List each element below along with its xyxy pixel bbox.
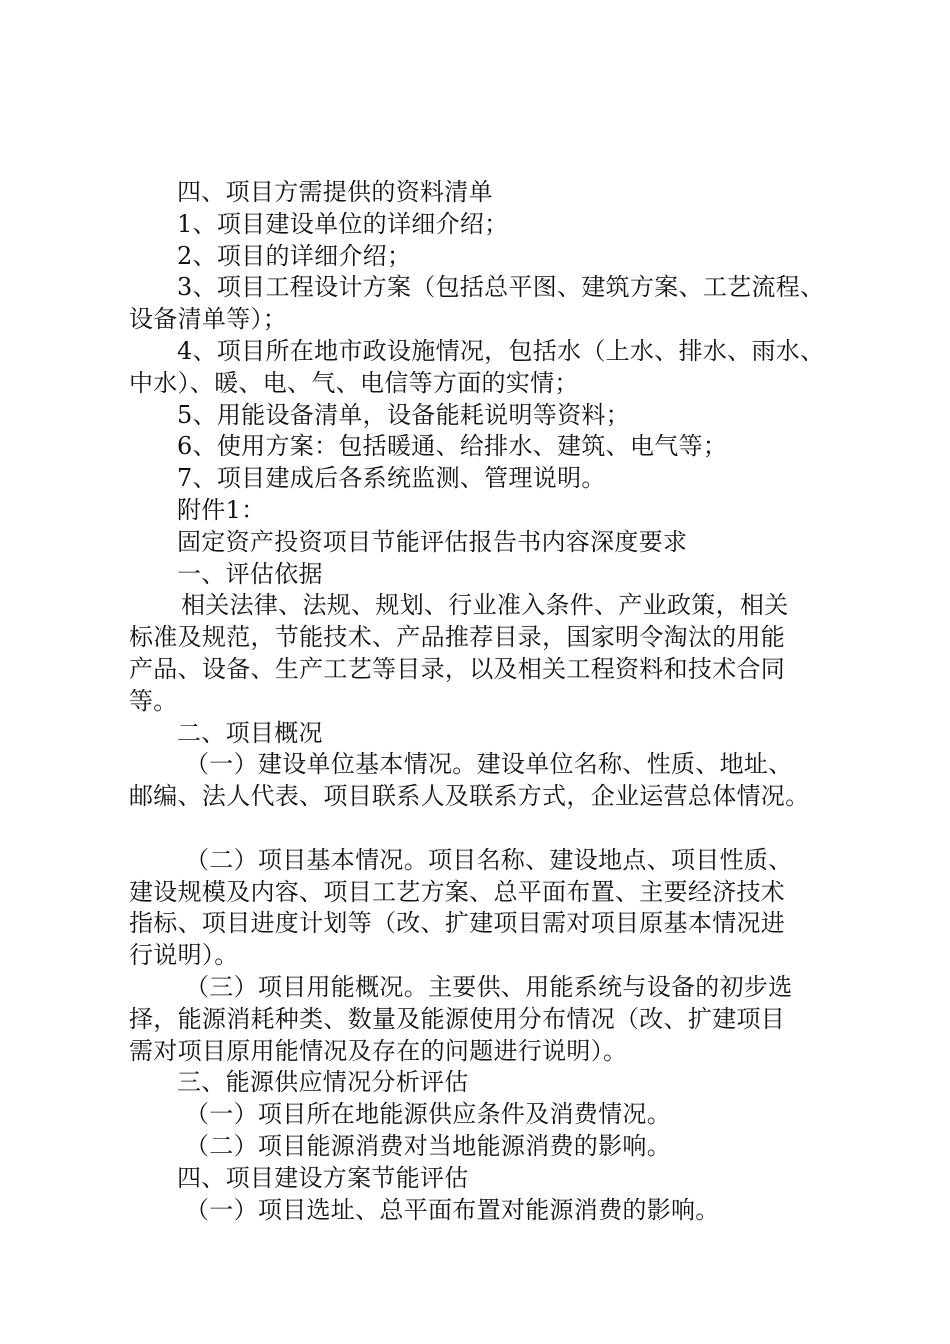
list-item: 6、使用方案：包括暖通、给排水、建筑、电气等； bbox=[177, 432, 728, 461]
list-item-continuation: 中水）、暖、电、气、电信等方面的实情； bbox=[129, 368, 579, 397]
paragraph-line: （二）项目基本情况。项目名称、建设地点、项目性质、 bbox=[185, 845, 793, 874]
list-item: 5、用能设备清单，设备能耗说明等资料； bbox=[177, 400, 630, 429]
subsection-item: （一）项目所在地能源供应条件及消费情况。 bbox=[185, 1100, 671, 1129]
paragraph-line: 需对项目原用能情况及存在的问题进行说明）。 bbox=[129, 1036, 628, 1065]
list-item: 7、项目建成后各系统监测、管理说明。 bbox=[177, 464, 606, 493]
subsection-item: （二）项目能源消费对当地能源消费的影响。 bbox=[185, 1131, 671, 1160]
paragraph-line: （一）建设单位基本情况。建设单位名称、性质、地址、 bbox=[185, 750, 793, 779]
list-item: 2、项目的详细介绍； bbox=[177, 241, 412, 270]
paragraph-line: 行说明）。 bbox=[129, 941, 239, 970]
paragraph-line: 指标、项目进度计划等（改、扩建项目需对项目原基本情况进 bbox=[129, 909, 786, 938]
paragraph-line: 等。 bbox=[129, 686, 178, 715]
list-item: 3、项目工程设计方案（包括总平图、建筑方案、工艺流程、 bbox=[177, 273, 825, 302]
paragraph-line: 建设规模及内容、项目工艺方案、总平面布置、主要经济技术 bbox=[129, 877, 786, 906]
attachment-title: 固定资产投资项目节能评估报告书内容深度要求 bbox=[177, 527, 688, 556]
list-item: 1、项目建设单位的详细介绍； bbox=[177, 209, 509, 238]
subsection-item: （一）项目选址、总平面布置对能源消费的影响。 bbox=[185, 1195, 720, 1224]
paragraph-line: 标准及规范，节能技术、产品推荐目录，国家明令淘汰的用能 bbox=[129, 623, 786, 652]
paragraph-line: 邮编、法人代表、项目联系人及联系方式，企业运营总体情况。 bbox=[129, 782, 810, 811]
list-item-continuation: 设备清单等）； bbox=[129, 305, 288, 334]
section-heading: 二、项目概况 bbox=[177, 718, 323, 747]
section-heading: 一、评估依据 bbox=[177, 559, 323, 588]
attachment-label: 附件1： bbox=[177, 495, 266, 524]
paragraph-line: 相关法律、法规、规划、行业准入条件、产业政策，相关 bbox=[181, 591, 789, 620]
section-heading: 四、项目方需提供的资料清单 bbox=[177, 178, 493, 206]
blank-line bbox=[129, 813, 849, 845]
section-heading: 四、项目建设方案节能评估 bbox=[177, 1163, 469, 1192]
paragraph-line: 择，能源消耗种类、数量及能源使用分布情况（改、扩建项目 bbox=[129, 1004, 786, 1033]
document-body bbox=[129, 177, 849, 1226]
list-item: 4、项目所在地市政设施情况，包括水（上水、排水、雨水、 bbox=[177, 336, 825, 365]
section-heading: 三、能源供应情况分析评估 bbox=[177, 1068, 469, 1097]
paragraph-line: （三）项目用能概况。主要供、用能系统与设备的初步选 bbox=[185, 972, 793, 1001]
paragraph-line: 产品、设备、生产工艺等目录，以及相关工程资料和技术合同 bbox=[129, 654, 786, 683]
